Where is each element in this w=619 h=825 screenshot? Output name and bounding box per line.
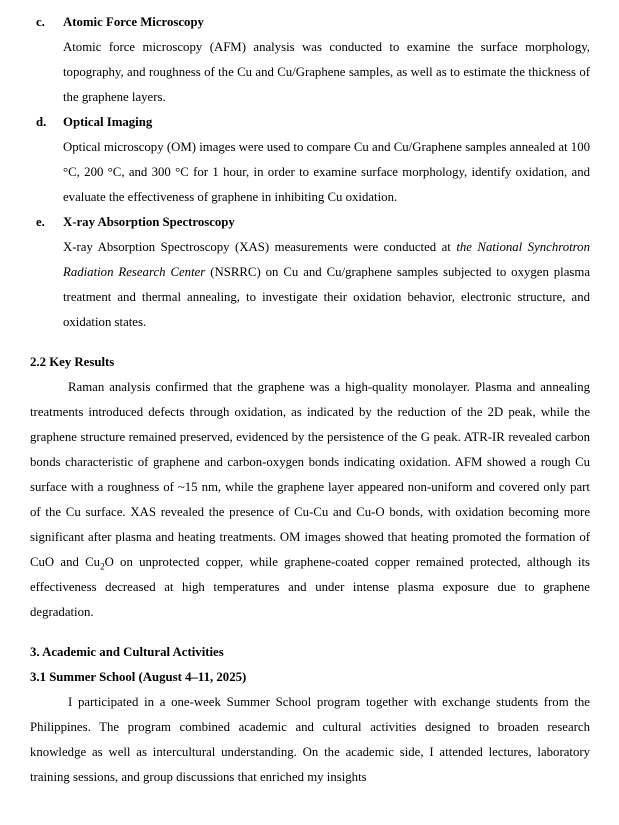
activities-heading: 3. Academic and Cultural Activities: [30, 645, 224, 659]
method-item-c-title: Atomic Force Microscopy: [63, 15, 204, 29]
method-item-e-title: X-ray Absorption Spectroscopy: [63, 215, 235, 229]
method-item-d-title: Optical Imaging: [63, 115, 153, 129]
method-item-d: [30, 110, 590, 210]
method-item-e-paragraph: X-ray Absorption Spectroscopy (XAS) measurements were conducted at the National Synchrotron Radiation Research Center (NSRRC) on Cu and Cu/graphene samples subjected to oxygen plasma treatment and thermal annealing, to investigate their oxidation behavior, electronic structure, and oxidation states.: [63, 240, 591, 329]
method-item-c-label: c.: [36, 15, 45, 29]
summer-school-paragraph: I participated in a one-week Summer School program together with exchange students from the Philippines. The program combined academic and cultural activities designed to broaden research knowledge as well as intercultural understanding. On the academic side, I attended lectures, laboratory training sessions, and group discussions that enriched my insights: [30, 695, 590, 784]
method-item-d-label: d.: [36, 115, 47, 129]
key-results-paragraph: Raman analysis confirmed that the graphene was a high-quality monolayer. Plasma and annealing treatments introduced defects through oxidation, as indicated by the reduction of the 2D peak, while the graphene structure remained preserved, evidenced by the persistence of the G peak. ATR-IR revealed carbon bonds characteristic of graphene and carbon-oxygen bonds indicating oxidation. AFM showed a rough Cu surface with a roughness of ~15 nm, while the graphene layer appeared non-uniform and covered only part of the Cu surface. XAS revealed the presence of Cu-Cu and Cu-O bonds, with oxidation becoming more significant after plasma and heating treatments. OM images showed that heating promoted the formation of CuO and $Cu_2O$ on unprotected copper, while graphene-coated copper remained protected, although its effectiveness decreased at high temperatures and under intense plasma exposure due to graphene degradation.: [30, 380, 590, 619]
method-item-c-paragraph: Atomic force microscopy (AFM) analysis was conducted to examine the surface morphology, topography, and roughness of the Cu and Cu/Graphene samples, as well as to estimate the thickness of the graphene layers.: [63, 40, 590, 104]
method-item-e: [30, 210, 590, 335]
method-item-d-paragraph: Optical microscopy (OM) images were used to compare Cu and Cu/Graphene samples annealed at 100 °C, 200 °C, and 300 °C for 1 hour, in order to examine surface morphology, identify oxidation, and evaluate the effectiveness of graphene in inhibiting Cu oxidation.: [63, 140, 590, 204]
summer-school-subheading: 3.1 Summer School (August 4–11, 2025): [30, 670, 247, 684]
key-results-heading: 2.2 Key Results: [30, 355, 115, 369]
method-item-c: [30, 10, 590, 110]
method-item-e-label: e.: [36, 215, 45, 229]
